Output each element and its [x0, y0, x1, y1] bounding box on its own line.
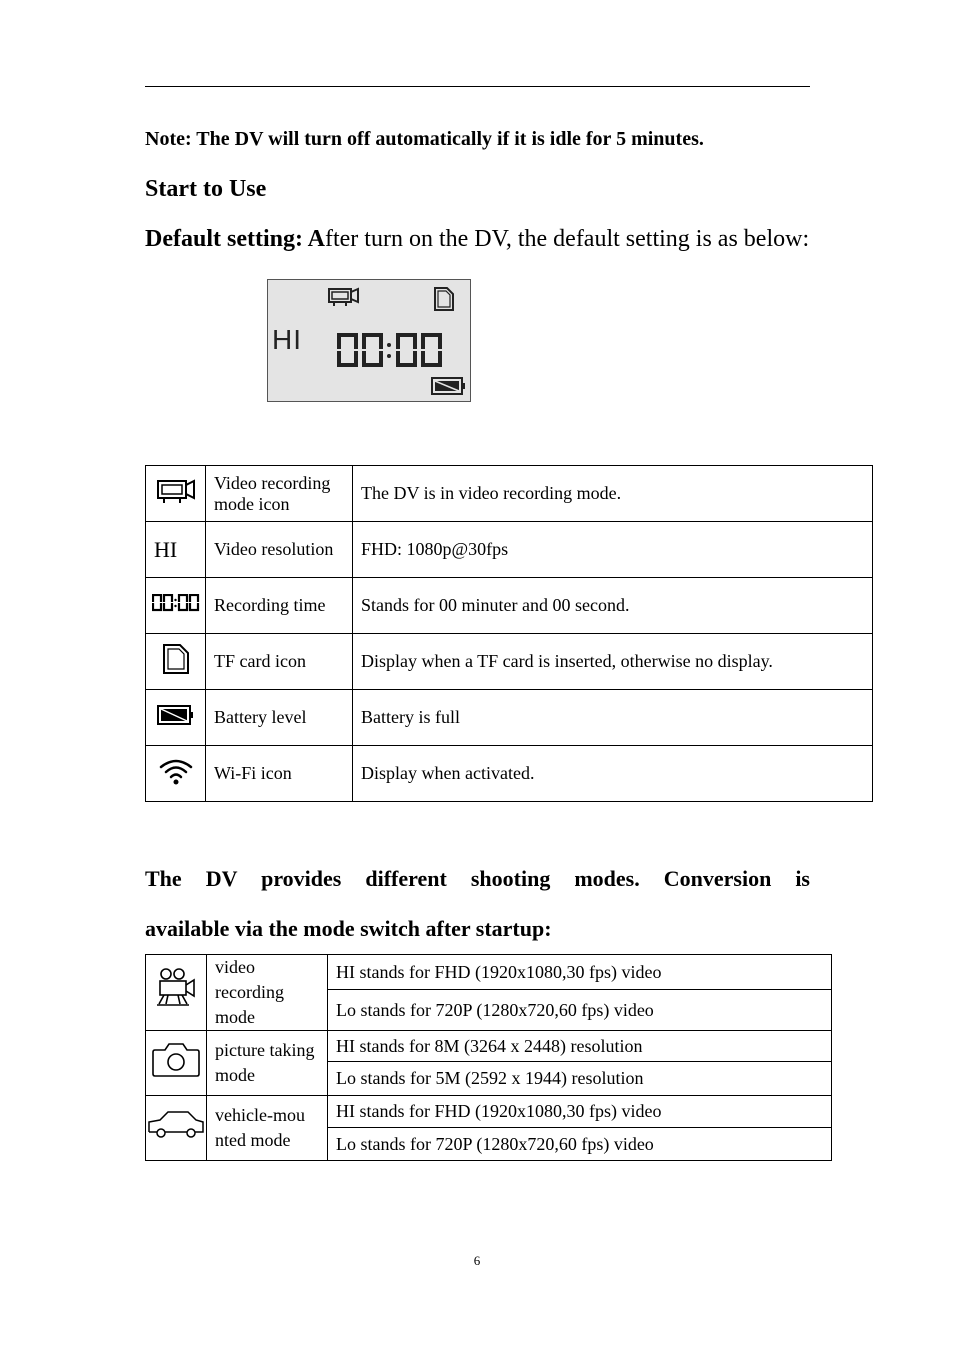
shooting-modes-table — [145, 954, 832, 1161]
default-setting-label: Default setting: A — [145, 226, 325, 252]
icon-name: Wi-Fi icon — [206, 746, 353, 802]
mode-lo: Lo stands for 720P (1280x720,60 fps) video — [328, 1128, 832, 1161]
tf-card-icon — [162, 643, 190, 675]
header-rule — [145, 86, 810, 87]
video-camera-icon — [151, 965, 201, 1013]
modes-intro-line2: available via the mode switch after startup: — [145, 916, 552, 941]
wifi-icon — [158, 756, 194, 786]
table-row — [146, 634, 873, 690]
mode-hi: HI stands for FHD (1920x1080,30 fps) video — [328, 955, 832, 990]
section-heading: Start to Use — [145, 176, 267, 202]
camera-icon — [151, 1040, 201, 1080]
icon-name: Recording time — [206, 578, 353, 634]
mode-name: vehicle-mou nted mode — [207, 1096, 328, 1161]
icon-desc: FHD: 1080p@30fps — [353, 522, 873, 578]
icon-desc: Display when activated. — [353, 746, 873, 802]
table-row — [146, 1031, 832, 1062]
icon-name: Battery level — [206, 690, 353, 746]
icon-cell — [146, 955, 207, 1031]
mode-lo: Lo stands for 5M (2592 x 1944) resolution — [328, 1062, 832, 1096]
table-row — [146, 1096, 832, 1128]
mode-name: picture taking mode — [207, 1031, 328, 1096]
table-row — [146, 690, 873, 746]
table-row — [146, 466, 873, 522]
icon-cell — [146, 578, 206, 634]
mode-hi: HI stands for 8M (3264 x 2448) resolution — [328, 1031, 832, 1062]
battery-full-icon — [431, 376, 467, 396]
icon-name: TF card icon — [206, 634, 353, 690]
mode-name: video recording mode — [207, 955, 328, 1031]
video-mode-icon — [328, 286, 360, 308]
battery-icon — [157, 704, 195, 726]
icon-description-table — [145, 465, 873, 802]
recording-time-icon — [152, 594, 200, 612]
mode-hi: HI stands for FHD (1920x1080,30 fps) video — [328, 1096, 832, 1128]
icon-cell — [146, 1096, 207, 1161]
icon-cell — [146, 466, 206, 522]
icon-cell: HI — [146, 522, 206, 578]
icon-cell — [146, 746, 206, 802]
page-number: 6 — [473, 1253, 481, 1268]
car-icon — [146, 1108, 206, 1142]
icon-cell — [146, 634, 206, 690]
auto-off-note: Note: The DV will turn off automatically if it is idle for 5 minutes. — [145, 128, 704, 150]
icon-desc: Display when a TF card is inserted, otherwise no display. — [353, 634, 873, 690]
icon-name: Video resolution — [206, 522, 353, 578]
modes-intro-line1: The DV provides different shooting modes. Conversion is — [145, 866, 810, 891]
table-row — [146, 522, 873, 578]
lcd-display — [267, 279, 471, 402]
icon-desc: Stands for 00 minuter and 00 second. — [353, 578, 873, 634]
icon-desc: The DV is in video recording mode. — [353, 466, 873, 522]
lcd-time — [336, 332, 446, 368]
tf-card-icon — [433, 286, 455, 312]
default-setting-text — [145, 226, 809, 253]
table-row — [146, 578, 873, 634]
icon-name: Video recording mode icon — [206, 466, 353, 522]
video-recording-mode-icon — [156, 477, 196, 505]
mode-lo: Lo stands for 720P (1280x720,60 fps) video — [328, 990, 832, 1031]
table-row — [146, 955, 832, 990]
lcd-resolution: HI — [272, 324, 302, 355]
icon-cell — [146, 1031, 207, 1096]
table-row — [146, 746, 873, 802]
default-setting-desc: fter turn on the DV, the default setting is as below: — [324, 226, 810, 252]
icon-cell — [146, 690, 206, 746]
icon-desc: Battery is full — [353, 690, 873, 746]
